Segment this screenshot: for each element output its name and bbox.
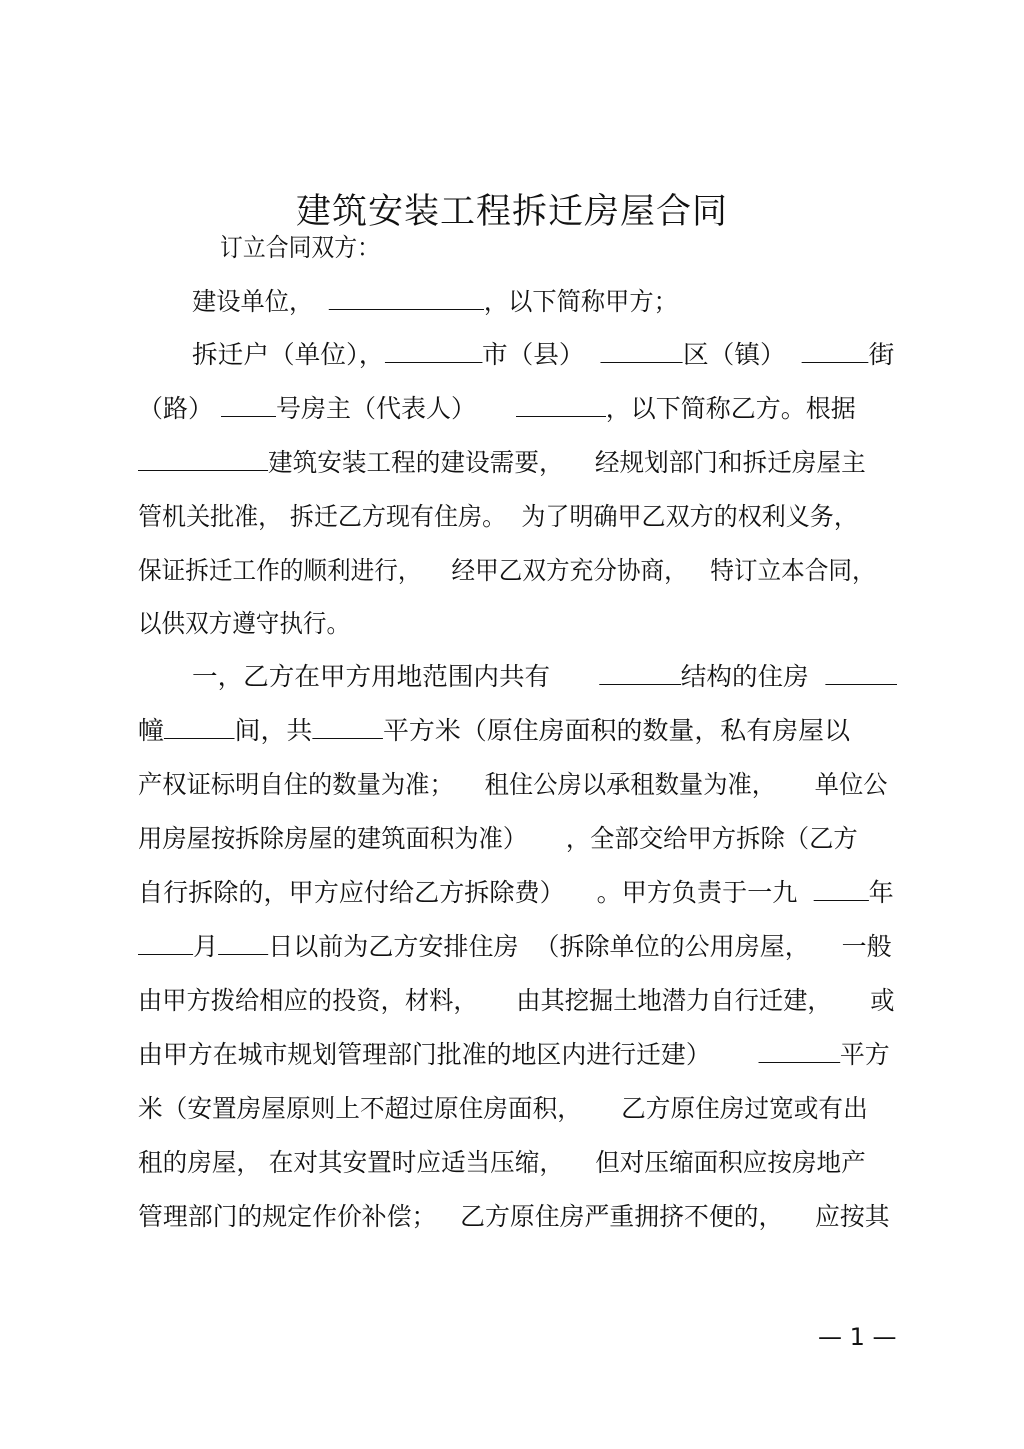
text-line xyxy=(138,1038,890,1072)
line-text: 一，乙方在甲方用地范围内共有 xyxy=(192,662,599,691)
text-line xyxy=(138,500,858,534)
fill-in-blank xyxy=(601,361,683,363)
text-line xyxy=(138,446,866,480)
fill-in-blank xyxy=(825,683,897,685)
fill-in-blank xyxy=(221,415,276,417)
text-line xyxy=(138,984,894,1018)
line-text: 结构的住房 xyxy=(680,662,825,691)
text-line xyxy=(138,822,858,856)
line-text: 订立合同双方： xyxy=(220,233,381,262)
text-line xyxy=(138,1092,868,1126)
text-line xyxy=(138,768,888,802)
line-text: 月 xyxy=(193,932,219,961)
line-text: 由甲方拨给相应的投资，材料， 由其挖掘土地潜力自行迁建， 或 xyxy=(138,986,895,1015)
line-text: 平方 xyxy=(839,1040,890,1069)
text-line xyxy=(138,607,350,641)
line-text: ，以下简称甲方； xyxy=(483,287,678,316)
line-text: 市（县） xyxy=(481,340,601,369)
line-text: （路） xyxy=(138,394,221,423)
fill-in-blank xyxy=(138,953,193,955)
line-text: 建筑安装工程的建设需要， 经规划部门和拆迁房屋主 xyxy=(268,448,866,477)
fill-in-blank xyxy=(218,953,268,955)
fill-in-blank xyxy=(599,683,681,685)
line-text: 日以前为乙方安排住房 （拆除单位的公用房屋， 一般 xyxy=(268,932,892,961)
line-text: 用房屋按拆除房屋的建筑面积为准） ，全部交给甲方拆除（乙方 xyxy=(138,824,858,853)
line-text: 街 xyxy=(868,340,895,369)
line-text: 米（安置房屋原则上不超过原住房面积， 乙方原住房过宽或有出 xyxy=(138,1094,868,1123)
line-text: 拆迁户（单位）， xyxy=(192,340,385,369)
text-line xyxy=(192,660,897,694)
line-text: 以供双方遵守执行。 xyxy=(138,609,351,638)
fill-in-blank xyxy=(164,737,235,739)
line-text: 产权证标明自住的数量为准； 租住公房以承租数量为准， 单位公 xyxy=(138,770,888,799)
fill-in-blank xyxy=(802,361,869,363)
line-text: 区（镇） xyxy=(683,340,802,369)
line-text: ，以下简称乙方。根据 xyxy=(605,394,856,423)
page-number: — 1 — xyxy=(818,1323,897,1351)
line-text: 由甲方在城市规划管理部门批准的地区内进行迁建） xyxy=(138,1040,759,1069)
document-title: 建筑安装工程拆迁房屋合同 xyxy=(295,192,728,232)
fill-in-blank xyxy=(312,737,383,739)
line-text: 租的房屋， 在对其安置时应适当压缩， 但对压缩面积应按房地产 xyxy=(138,1148,866,1177)
fill-in-blank xyxy=(758,1061,840,1063)
line-text: 管理部门的规定作价补偿； 乙方原住房严重拥挤不便的， 应按其 xyxy=(138,1202,890,1231)
text-line xyxy=(138,392,856,426)
text-line xyxy=(138,554,876,588)
fill-in-blank xyxy=(329,308,484,310)
text-line xyxy=(138,876,894,910)
line-text: 年 xyxy=(868,878,894,907)
line-text: 自行拆除的，甲方应付给乙方拆除费） 。甲方负责于一九 xyxy=(138,878,814,907)
line-text: 保证拆迁工作的顺利进行， 经甲乙双方充分协商， 特订立本合同， xyxy=(138,556,876,585)
line-text: 幢 xyxy=(138,716,164,745)
text-line xyxy=(138,930,892,964)
line-text: 间，共 xyxy=(234,716,313,745)
text-line xyxy=(192,338,894,372)
text-line xyxy=(138,1200,890,1234)
line-text: 建设单位， xyxy=(192,287,329,316)
line-text: 号房主（代表人） xyxy=(275,394,516,423)
line-text: 平方米（原住房面积的数量，私有房屋以 xyxy=(382,716,851,745)
fill-in-blank xyxy=(138,469,268,471)
text-line xyxy=(138,714,850,748)
text-line xyxy=(138,1146,866,1180)
text-line xyxy=(192,285,678,319)
text-line xyxy=(220,231,380,265)
fill-in-blank xyxy=(516,415,606,417)
line-text: 管机关批准， 拆迁乙方现有住房。 为了明确甲乙双方的权利义务， xyxy=(138,502,858,531)
fill-in-blank xyxy=(384,361,482,363)
fill-in-blank xyxy=(813,899,868,901)
